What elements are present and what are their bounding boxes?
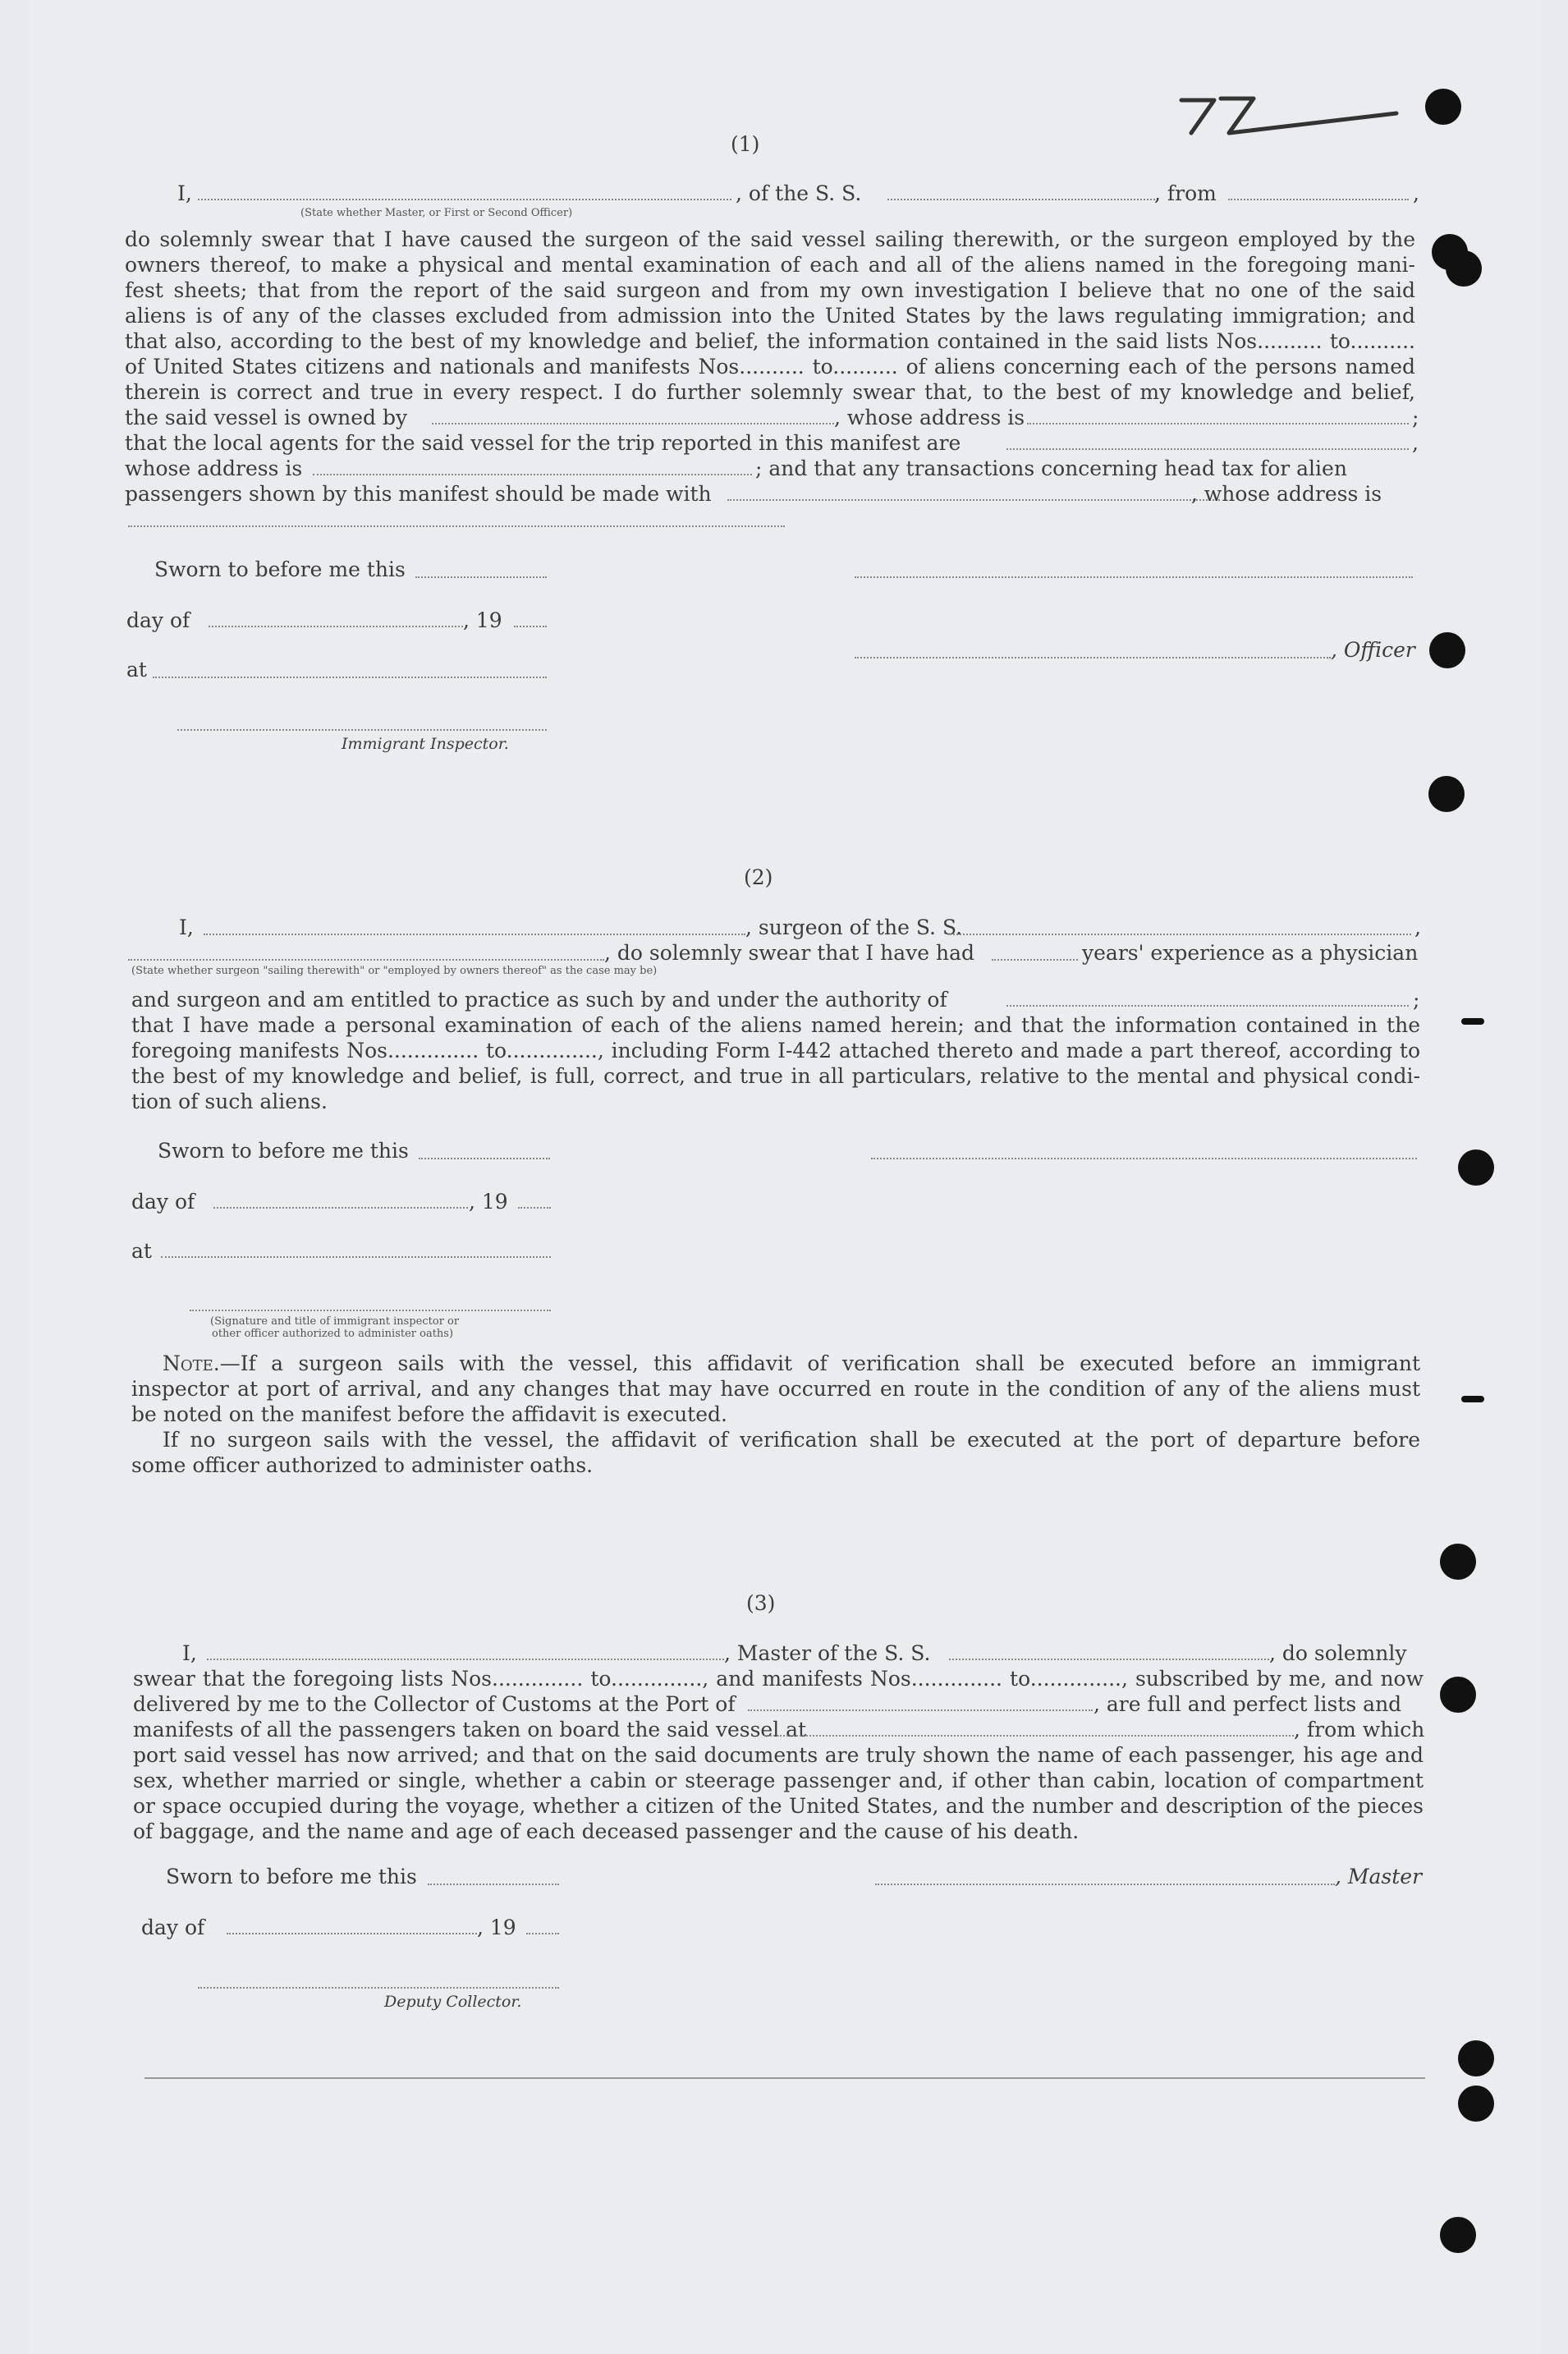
s3-full-perfect: , are full and perfect lists and: [1093, 1692, 1402, 1716]
s1-end-comma: ,: [1413, 181, 1419, 205]
s1-officer-label: , Officer: [1331, 638, 1415, 662]
document-page: [30, 0, 1540, 2354]
punch-hole: [1428, 776, 1465, 812]
s1-head-tax-address-field[interactable]: [128, 525, 785, 527]
s2-signature-caption-1: (Signature and title of immigrant inspector or: [210, 1315, 460, 1328]
punch-hole: [1440, 1544, 1476, 1580]
s2-day-of: day of: [131, 1190, 195, 1214]
s1-whose-address-end: , whose address is: [1191, 482, 1382, 506]
s2-oath-line: tion of such aliens.: [131, 1090, 328, 1113]
s3-oath-line: or space occupied during the voyage, whether a citizen of the United States, and the number and description of the pieces: [133, 1794, 1424, 1818]
s2-state-caption: (State whether surgeon "sailing therewith" or "employed by owners thereof" as the case may be): [131, 965, 658, 977]
s2-year: , 19: [469, 1190, 508, 1214]
s2-oath-line: that I have made a personal examination of each of the aliens named herein; and that the information contained in the: [131, 1013, 1420, 1037]
s2-note-text: —If a surgeon sails with the vessel, this affidavit of verification shall be executed before an immigrant: [219, 1351, 1420, 1375]
s2-oath-paragraph: [131, 1012, 1420, 1114]
s1-oath-line: fest sheets; that from the report of the said surgeon and from my own investigation I believe that no one of the said: [125, 278, 1415, 302]
s1-year: , 19: [463, 608, 502, 632]
punch-hole: [1440, 2217, 1476, 2253]
s3-embarkation-field[interactable]: [764, 1735, 1294, 1737]
s3-oath-line: port said vessel has now arrived; and that on the said documents are truly shown the name of each passenger, his age and: [133, 1743, 1424, 1767]
s1-agents-address-field[interactable]: [313, 474, 752, 475]
s1-whose-address: , whose address is: [834, 406, 1025, 429]
s2-sworn: Sworn to before me this: [158, 1139, 409, 1163]
s3-vessel-field[interactable]: [949, 1659, 1269, 1660]
s3-port-field[interactable]: [748, 1709, 1093, 1711]
s3-year-field[interactable]: [526, 1933, 559, 1934]
s1-inspector-caption: Immigrant Inspector.: [342, 735, 509, 753]
s1-oath-line: do solemnly swear that I have caused the surgeon of the said vessel sailing therewith, or the surgeon employed by the: [125, 227, 1415, 251]
s2-oath-line: foregoing manifests Nos.............. to.............., including Form I-442 attached thereto and made a part thereof, according to: [131, 1039, 1420, 1062]
s3-day-field[interactable]: [227, 1933, 477, 1934]
s1-oath-line: that also, according to the best of my knowledge and belief, the information contained in the said lists Nos.......... to..........: [125, 329, 1415, 353]
s3-master-label: , Master: [1335, 1865, 1423, 1888]
s1-passengers: passengers shown by this manifest should be made with: [125, 482, 712, 506]
s3-do-solemnly: , do solemnly: [1269, 1641, 1407, 1665]
s1-head-tax-party-field[interactable]: [727, 499, 1220, 501]
s3-deputy-caption: Deputy Collector.: [384, 1993, 522, 2011]
s1-officer-signature-line[interactable]: [855, 576, 1413, 578]
s2-note-line: If no surgeon sails with the vessel, the affidavit of verification shall be executed at the port of departure before: [163, 1428, 1420, 1452]
section-1-number: (1): [731, 132, 760, 156]
s3-swear-text: swear that the foregoing lists Nos.............. to.............., and manifests Nos.............. to.............., subscribed by me, and now: [133, 1667, 1424, 1691]
s3-deputy-signature-line[interactable]: [198, 1987, 559, 1989]
punch-hole: [1429, 632, 1465, 668]
s1-transactions: ; and that any transactions concerning head tax for alien: [755, 457, 1347, 480]
s1-day-field[interactable]: [209, 626, 463, 627]
s2-sworn-date-field[interactable]: [419, 1158, 550, 1159]
s1-i: I,: [177, 181, 192, 205]
s3-year: , 19: [477, 1916, 516, 1939]
s2-status-field[interactable]: [128, 959, 604, 961]
s1-owned-by: the said vessel is owned by: [125, 406, 408, 429]
s3-day-of: day of: [141, 1916, 205, 1939]
punch-hole: [1458, 1149, 1494, 1186]
s2-surgeon-signature-line[interactable]: [871, 1158, 1417, 1159]
s1-of-ss: , of the S. S.: [736, 181, 862, 205]
s3-sworn: Sworn to before me this: [166, 1865, 417, 1888]
s3-manifests-of: manifests of all the passengers taken on board the said vessel at: [133, 1718, 807, 1741]
s2-at-field[interactable]: [161, 1256, 551, 1258]
s2-comma: ,: [1414, 915, 1421, 939]
s1-semicolon: ;: [1412, 406, 1419, 429]
punch-mark: [1461, 1396, 1484, 1402]
s2-vessel-field[interactable]: [947, 934, 1411, 935]
punch-mark: [1461, 1018, 1484, 1025]
s2-note-line: [131, 1351, 1420, 1376]
s1-local-agents-field[interactable]: [1006, 448, 1409, 450]
s2-note-line: inspector at port of arrival, and any changes that may have occurred en route in the condition of any of the aliens must: [131, 1377, 1420, 1401]
s3-master-of: , Master of the S. S.: [724, 1641, 931, 1665]
s2-at: at: [131, 1239, 152, 1263]
s1-oath-line: therein is correct and true in every respect. I do further solemnly swear that, to the best of my knowledge and belief,: [125, 380, 1415, 404]
s3-i: I,: [182, 1641, 197, 1665]
bottom-rule: [144, 2077, 1425, 2079]
s2-years: years' experience as a physician: [1082, 941, 1419, 965]
s1-local-agents: that the local agents for the said vessel for the trip reported in this manifest are: [125, 431, 961, 455]
s2-note-paragraph: [131, 1351, 1420, 1478]
s2-year-field[interactable]: [518, 1207, 551, 1209]
s2-surgeon-name-field[interactable]: [204, 934, 745, 935]
s2-authority-field[interactable]: [1006, 1005, 1409, 1007]
s2-do-solemnly: , do solemnly swear that I have had: [604, 941, 975, 965]
punch-hole: [1458, 2086, 1494, 2122]
s1-day-of: day of: [126, 608, 190, 632]
s1-at: at: [126, 658, 147, 681]
s1-oath-paragraph: [125, 227, 1415, 405]
section-2-number: (2): [744, 865, 773, 889]
s1-from-field[interactable]: [1228, 199, 1409, 200]
s3-oath-paragraph: [133, 1742, 1424, 1844]
s2-oath-line: the best of my knowledge and belief, is full, correct, and true in all particulars, relative to the mental and physical condi-: [131, 1064, 1420, 1088]
s2-years-field[interactable]: [992, 959, 1078, 961]
punch-hole: [1440, 1677, 1476, 1713]
s2-surgeon-of: , surgeon of the S. S.: [745, 915, 963, 939]
s2-note-line: some officer authorized to administer oaths.: [131, 1453, 594, 1477]
s2-inspector-signature-line[interactable]: [190, 1310, 551, 1311]
s3-master-name-field[interactable]: [207, 1659, 724, 1660]
s1-sworn-date-field[interactable]: [415, 576, 547, 578]
s1-from: , from: [1154, 181, 1217, 205]
s1-officer-line[interactable]: [855, 657, 1331, 658]
s2-day-field[interactable]: [213, 1207, 468, 1209]
s1-oath-line: owners thereof, to make a physical and mental examination of each and all of the aliens named in the foregoing mani-: [125, 253, 1415, 277]
s2-semicolon: ;: [1413, 988, 1420, 1012]
punch-hole: [1458, 2040, 1494, 2076]
s3-delivered: delivered by me to the Collector of Customs at the Port of: [133, 1692, 736, 1716]
s1-year-field[interactable]: [514, 626, 547, 627]
s1-vessel-field[interactable]: [887, 199, 1158, 200]
s2-note-label: Note.: [163, 1351, 220, 1375]
s3-from-which: , from which: [1294, 1718, 1425, 1741]
s2-note-line: be noted on the manifest before the affidavit is executed.: [131, 1402, 727, 1426]
section-3-number: (3): [746, 1591, 776, 1615]
s1-at-field[interactable]: [153, 677, 547, 678]
s1-owner-field[interactable]: [432, 423, 834, 424]
punch-hole: [1425, 89, 1461, 125]
s3-sworn-date-field[interactable]: [428, 1884, 559, 1885]
s1-owner-address-field[interactable]: [1027, 423, 1409, 424]
handwritten-page-number: [1175, 82, 1421, 156]
s1-oath-line: of United States citizens and nationals and manifests Nos.......... to.......... of aliens concerning each of the persons named: [125, 355, 1415, 379]
s2-signature-caption-2: other officer authorized to administer oaths): [212, 1328, 454, 1340]
s1-oath-line: aliens is of any of the classes excluded from admission into the United States by the laws regulating immigration; and: [125, 304, 1415, 328]
s1-whose-address-is: whose address is: [125, 457, 303, 480]
s1-inspector-signature-line[interactable]: [177, 729, 547, 731]
s3-master-signature-line[interactable]: [875, 1884, 1335, 1885]
s2-i: I,: [179, 915, 194, 939]
punch-hole: [1446, 250, 1482, 287]
s1-officer-name-field[interactable]: [198, 199, 731, 200]
s3-oath-line: of baggage, and the name and age of each deceased passenger and the cause of his death.: [133, 1819, 1080, 1843]
s1-comma: ,: [1412, 431, 1419, 455]
s3-swear-line: [133, 1666, 1424, 1691]
s3-oath-line: sex, whether married or single, whether a cabin or steerage passenger and, if other than cabin, location of compartment: [133, 1769, 1424, 1792]
s2-authority: and surgeon and am entitled to practice as such by and under the authority of: [131, 988, 947, 1012]
s1-sworn: Sworn to before me this: [154, 558, 406, 581]
s1-officer-caption: (State whether Master, or First or Second Officer): [300, 207, 573, 219]
